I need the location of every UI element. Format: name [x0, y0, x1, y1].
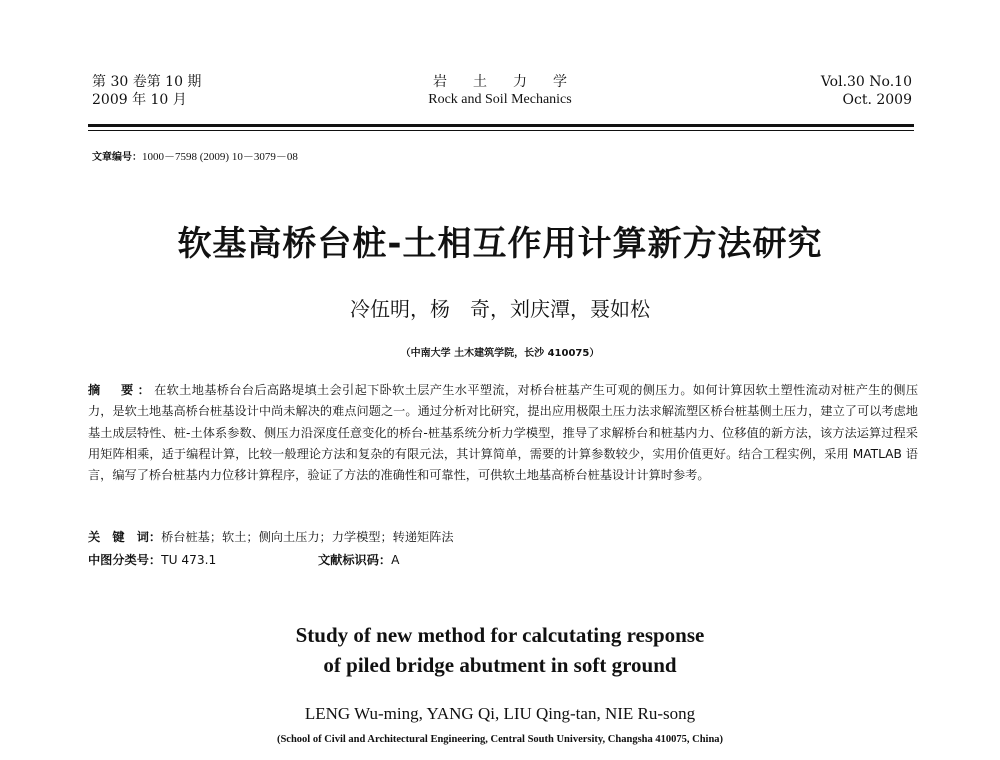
article-number: [92, 148, 298, 164]
title-en: [0, 620, 1000, 680]
title-en-line-1: Study of new method for calcutating response: [295, 623, 705, 647]
journal-name-en: Rock and Soil Mechanics: [428, 92, 572, 107]
header-right: [821, 73, 912, 109]
keywords: [88, 528, 454, 545]
volume-issue-cn: 第 30 卷第 10 期: [92, 74, 202, 90]
date-cn: 2009 年 10 月: [92, 92, 187, 108]
journal-name-cn: 岩土力学: [433, 74, 593, 90]
classification: [88, 551, 216, 568]
abstract: [88, 380, 918, 486]
affiliation-en: (School of Civil and Architectural Engineering, Central South University, Changsha 410075, China): [276, 734, 724, 745]
header-rule-thin: [88, 130, 914, 131]
title-cn: 软基高桥台桩-土相互作用计算新方法研究: [177, 224, 823, 264]
title-en-line-2: of piled bridge abutment in soft ground: [323, 653, 677, 677]
document-code: [318, 551, 399, 568]
affiliation-cn: （中南大学 土木建筑学院，长沙 410075）: [400, 348, 600, 359]
keywords-text: 桥台桩基；软土；侧向土压力；力学模型；转递矩阵法: [161, 530, 454, 544]
header-rule-thick: [88, 124, 914, 127]
date-en: Oct. 2009: [842, 92, 912, 108]
document-code-value: A: [391, 553, 400, 567]
authors-cn: 冷伍明，杨 奇，刘庆潭，聂如松: [350, 297, 650, 321]
article-number-label: 文章编号：: [92, 152, 142, 163]
document-code-label: 文献标识码：: [318, 553, 392, 567]
abstract-label: 摘 要：: [88, 383, 155, 397]
classification-value: TU 473.1: [161, 553, 217, 567]
authors-en: LENG Wu-ming, YANG Qi, LIU Qing-tan, NIE Ru-song: [304, 704, 696, 723]
classification-label: 中图分类号：: [88, 553, 162, 567]
keywords-label: 关 键 词：: [88, 530, 162, 544]
article-number-value: 1000－7598 (2009) 10－3079－08: [142, 151, 298, 163]
abstract-text: 在软土地基桥台台后高路堤填土会引起下卧软土层产生水平塑流，对桥台桩基产生可观的侧压力。如何计算因软土塑性流动对桩产生的侧压力，是软土地基高桥台桩基设计中尚未解决的难点问题之一。通过分析对比研究，提出应用极限土压力法求解流塑区桥台桩基侧土压力，建立了可以考虑地基土成层特性、桩-土体系参数、侧压力沿深度任意变化的桥台-桩基系统分析力学模型，推导了求解桥台和桩基内力、位移值的新方法，该方法运算过程采用矩阵相乘，适于编程计算，比较一般理论方法和复杂的有限元法，其计算简单，需要的计算参数较少，实用价值更好。结合工程实例，采用 MATLAB 语言，编写了桥台桩基内力位移计算程序，验证了方法的准确性和可靠性，可供软土地基高桥台桩基设计计算时参考。: [88, 383, 919, 483]
volume-issue-en: Vol.30 No.10: [820, 74, 912, 90]
